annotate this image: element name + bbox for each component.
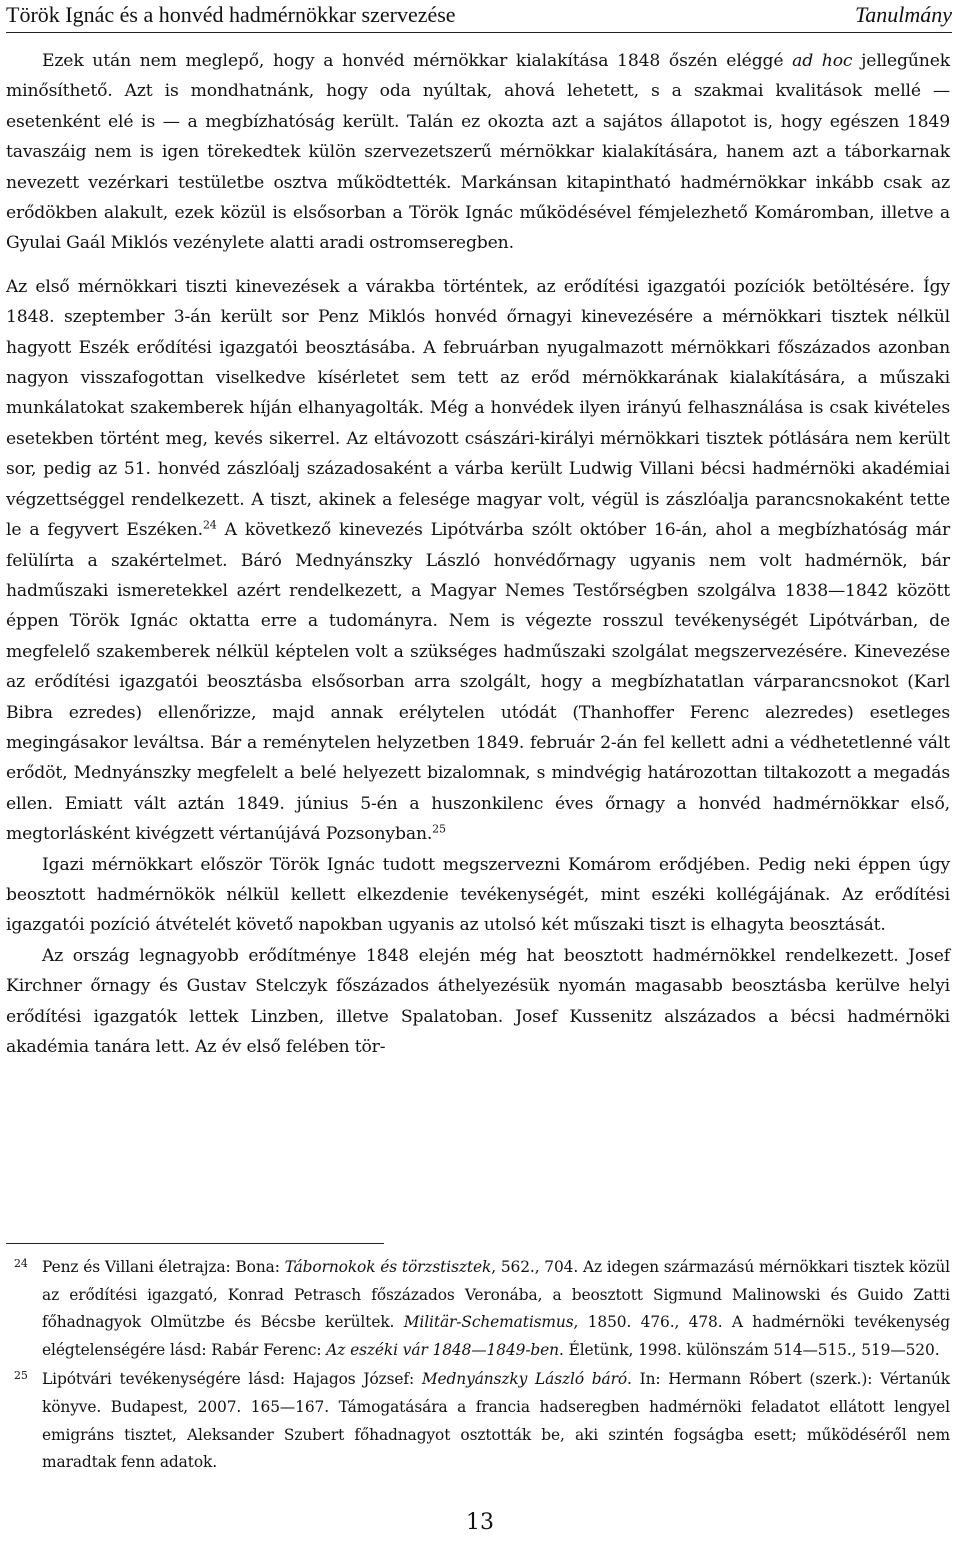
fn25-text-a: Lipótvári tevékenységére lásd: Hajagos József: <box>42 1370 422 1389</box>
footnote-number: 24 <box>14 1257 28 1270</box>
fn24-italic-3: Az eszéki vár 1848—1849-ben <box>326 1340 559 1359</box>
footnote-separator <box>6 1243 384 1244</box>
fn24-text-a: Penz és Villani életrajza: Bona: <box>42 1258 285 1276</box>
page-number: 13 <box>466 1510 494 1535</box>
fn24-italic-2: Militär-Schematismus <box>403 1313 574 1332</box>
footnote-ref-24[interactable]: 24 <box>202 518 217 532</box>
paragraph-1 <box>6 46 950 259</box>
footnote-25 <box>6 1366 950 1476</box>
paragraph-4: Az ország legnagyobb erődítménye 1848 elején még hat beosztott hadmérnökkel rendelkezett. Josef Kirchner őrnagy és Gustav Stelczyk főszázados áthelyezésük nyomán magasabb beosztásba kerülve helyi erődítési igazgatók lettek Linzben, illetve Spalatoban. Josef Kussenitz alszázados a bécsi hadmérnöki akadémia tanára lett. Az év első felében tör- <box>6 945 950 1057</box>
article-body <box>6 46 950 1062</box>
running-header <box>6 0 952 33</box>
p1-italic: ad hoc <box>792 51 853 71</box>
p1-text-b: jellegűnek minősíthető. Azt is mondhatnánk, hogy oda nyúltak, ahová lehetett, s a szakmai kvalitások mellé — esetenként elé is — a megbízhatóság került. Talán ez okozta azt a sajátos állapotot is, hogy egészen 1849 tavaszáig nem is igen törekedtek külön szervezetszerű mérnökkar kialakítására, hanem azt a táborkarnak nevezett vezérkari testületbe osztva működtették. Markánsan kitapintható hadmérnökkar inkább csak az erődökben alakult, ezek közül is elsősorban a Török Ignác működésével fémjelezhető Komáromban, illetve a Gyulai Gaál Miklós vezénylete alatti aradi ostromseregben. <box>6 51 951 254</box>
p2-text-a: Az első mérnökkari tiszti kinevezések a várakba történtek, az erődítési igazgatói pozíciók betöltésére. Így 1848. szeptember 3-án került sor Penz Miklós honvéd őrnagyi kinevezésére a mérnökkari tisztek nélkül hagyott Eszék erődítési igazgatói beosztásába. A februárban nyugalmazott mérnökkari főszázados azonban nagyon visszafogottan viselkedve kísérletet sem tett az erőd mérnökkarának kialakítására, a műszaki munkálatokat szakemberek híján elhanyagolták. Még a honvédek ilyen irányú felhasználása is csak kivételes esetekben történt meg, kevés sikerrel. Az eltávozott császári-királyi mérnökkari tisztek pótlására nem került sor, pedig az 51. honvéd zászlóalj századosaként a várba került Ludwig Villani bécsi hadmérnöki akadémiai végzettséggel rendelkezett. A tiszt, akinek a felesége magyar volt, végül is zászlóalja parancsnokaként tette le a fegyvert Eszéken. <box>6 276 950 541</box>
fn24-text-c: , 1850. 476., 478. A hadmérnöki tevékenység elégtelenségére lásd: Rabár Ferenc: <box>42 1313 950 1359</box>
paragraph-2 <box>6 272 950 850</box>
header-title: Török Ignác és a honvéd hadmérnökkar szervezése <box>6 2 456 27</box>
fn24-italic-1: Tábornokok és törzstisztek <box>284 1258 492 1276</box>
p1-text-a: Ezek után nem meglepő, hogy a honvéd mérnökkar kialakítása 1848 őszén eléggé <box>42 51 793 71</box>
fn25-italic-1: Mednyánszky László báró <box>421 1370 628 1389</box>
paragraph-3: Igazi mérnökkart először Török Ignác tudott megszervezni Komárom erődjében. Pedig neki éppen úgy beosztott hadmérnökök nélkül kellett elkezdenie tevékenységét, mint eszéki kollégájának. Az erődítési igazgatói pozíció átvételét követő napokban ugyanis az utolsó két műszaki tiszt is elhagyta beosztását. <box>6 854 950 936</box>
fn24-text-d: . Életünk, 1998. különszám 514—515., 519—520. <box>559 1340 940 1359</box>
fn25-text-b: . In: Hermann Róbert (szerk.): Vértanúk könyve. Budapest, 2007. 165—167. Támogatására a francia hadseregben hadmérnöki feladatot ellátott lengyel emigráns tisztet, Aleksander Szubert főhadnagyot osztották be, aki szintén fogságba esett; működéséről nem maradtak fenn adatok. <box>42 1370 950 1472</box>
footnote-ref-25[interactable]: 25 <box>432 822 446 836</box>
p2-text-b: A következő kinevezés Lipótvárba szólt október 16-án, ahol a megbízhatóság már felülírta a szakértelmet. Báró Mednyánszky László honvédőrnagy ugyanis nem volt hadmérnök, bár hadműszaki ismeretekkel azért rendelkezett, a Magyar Nemes Testőrségben szolgálva 1838—1842 között éppen Török Ignác oktatta erre a tudományra. Nem is végezte rosszul tevékenységét Lipótvárban, de megfelelő szakemberek nélkül képtelen volt a szükséges hadműszaki szolgálat megszervezésére. Kinevezése az erődítési igazgatói beosztásba elsősorban arra szolgált, hogy a megbízhatatlan várparancsnokot (Karl Bibra ezredes) ellenőrizze, majd annak erélytelen utódát (Thanhoffer Ferenc alezredes) esetleges megingásakor leváltsa. Bár a reménytelen helyzetben 1849. február 2-án fel kellett adni a védhetetlenné vált erődöt, Mednyánszky megfelelt a belé helyezett bizalomnak, s mindvégig határozottan tiltakozott a megadás ellen. Emiatt vált aztán 1849. június 5-én a huszonkilenc éves őrnagy a honvéd hadmérnökkar első, megtorlásként kivégzett vértanújává Pozsonyban. <box>6 520 951 845</box>
fn24-text-b: , 562., 704. Az idegen származású mérnökkari tisztek közül az erődítési igazgató, Konrad Petrasch főszázados Veronába, a beosztott Sigmund Malinowski és Guido Zatti főhadnagyok Olmützbe és Bécsbe kerültek. <box>42 1258 951 1332</box>
footnotes <box>6 1254 950 1479</box>
footnote-number: 25 <box>14 1369 28 1383</box>
footnote-24 <box>6 1254 950 1364</box>
header-section: Tanulmány <box>855 2 952 27</box>
